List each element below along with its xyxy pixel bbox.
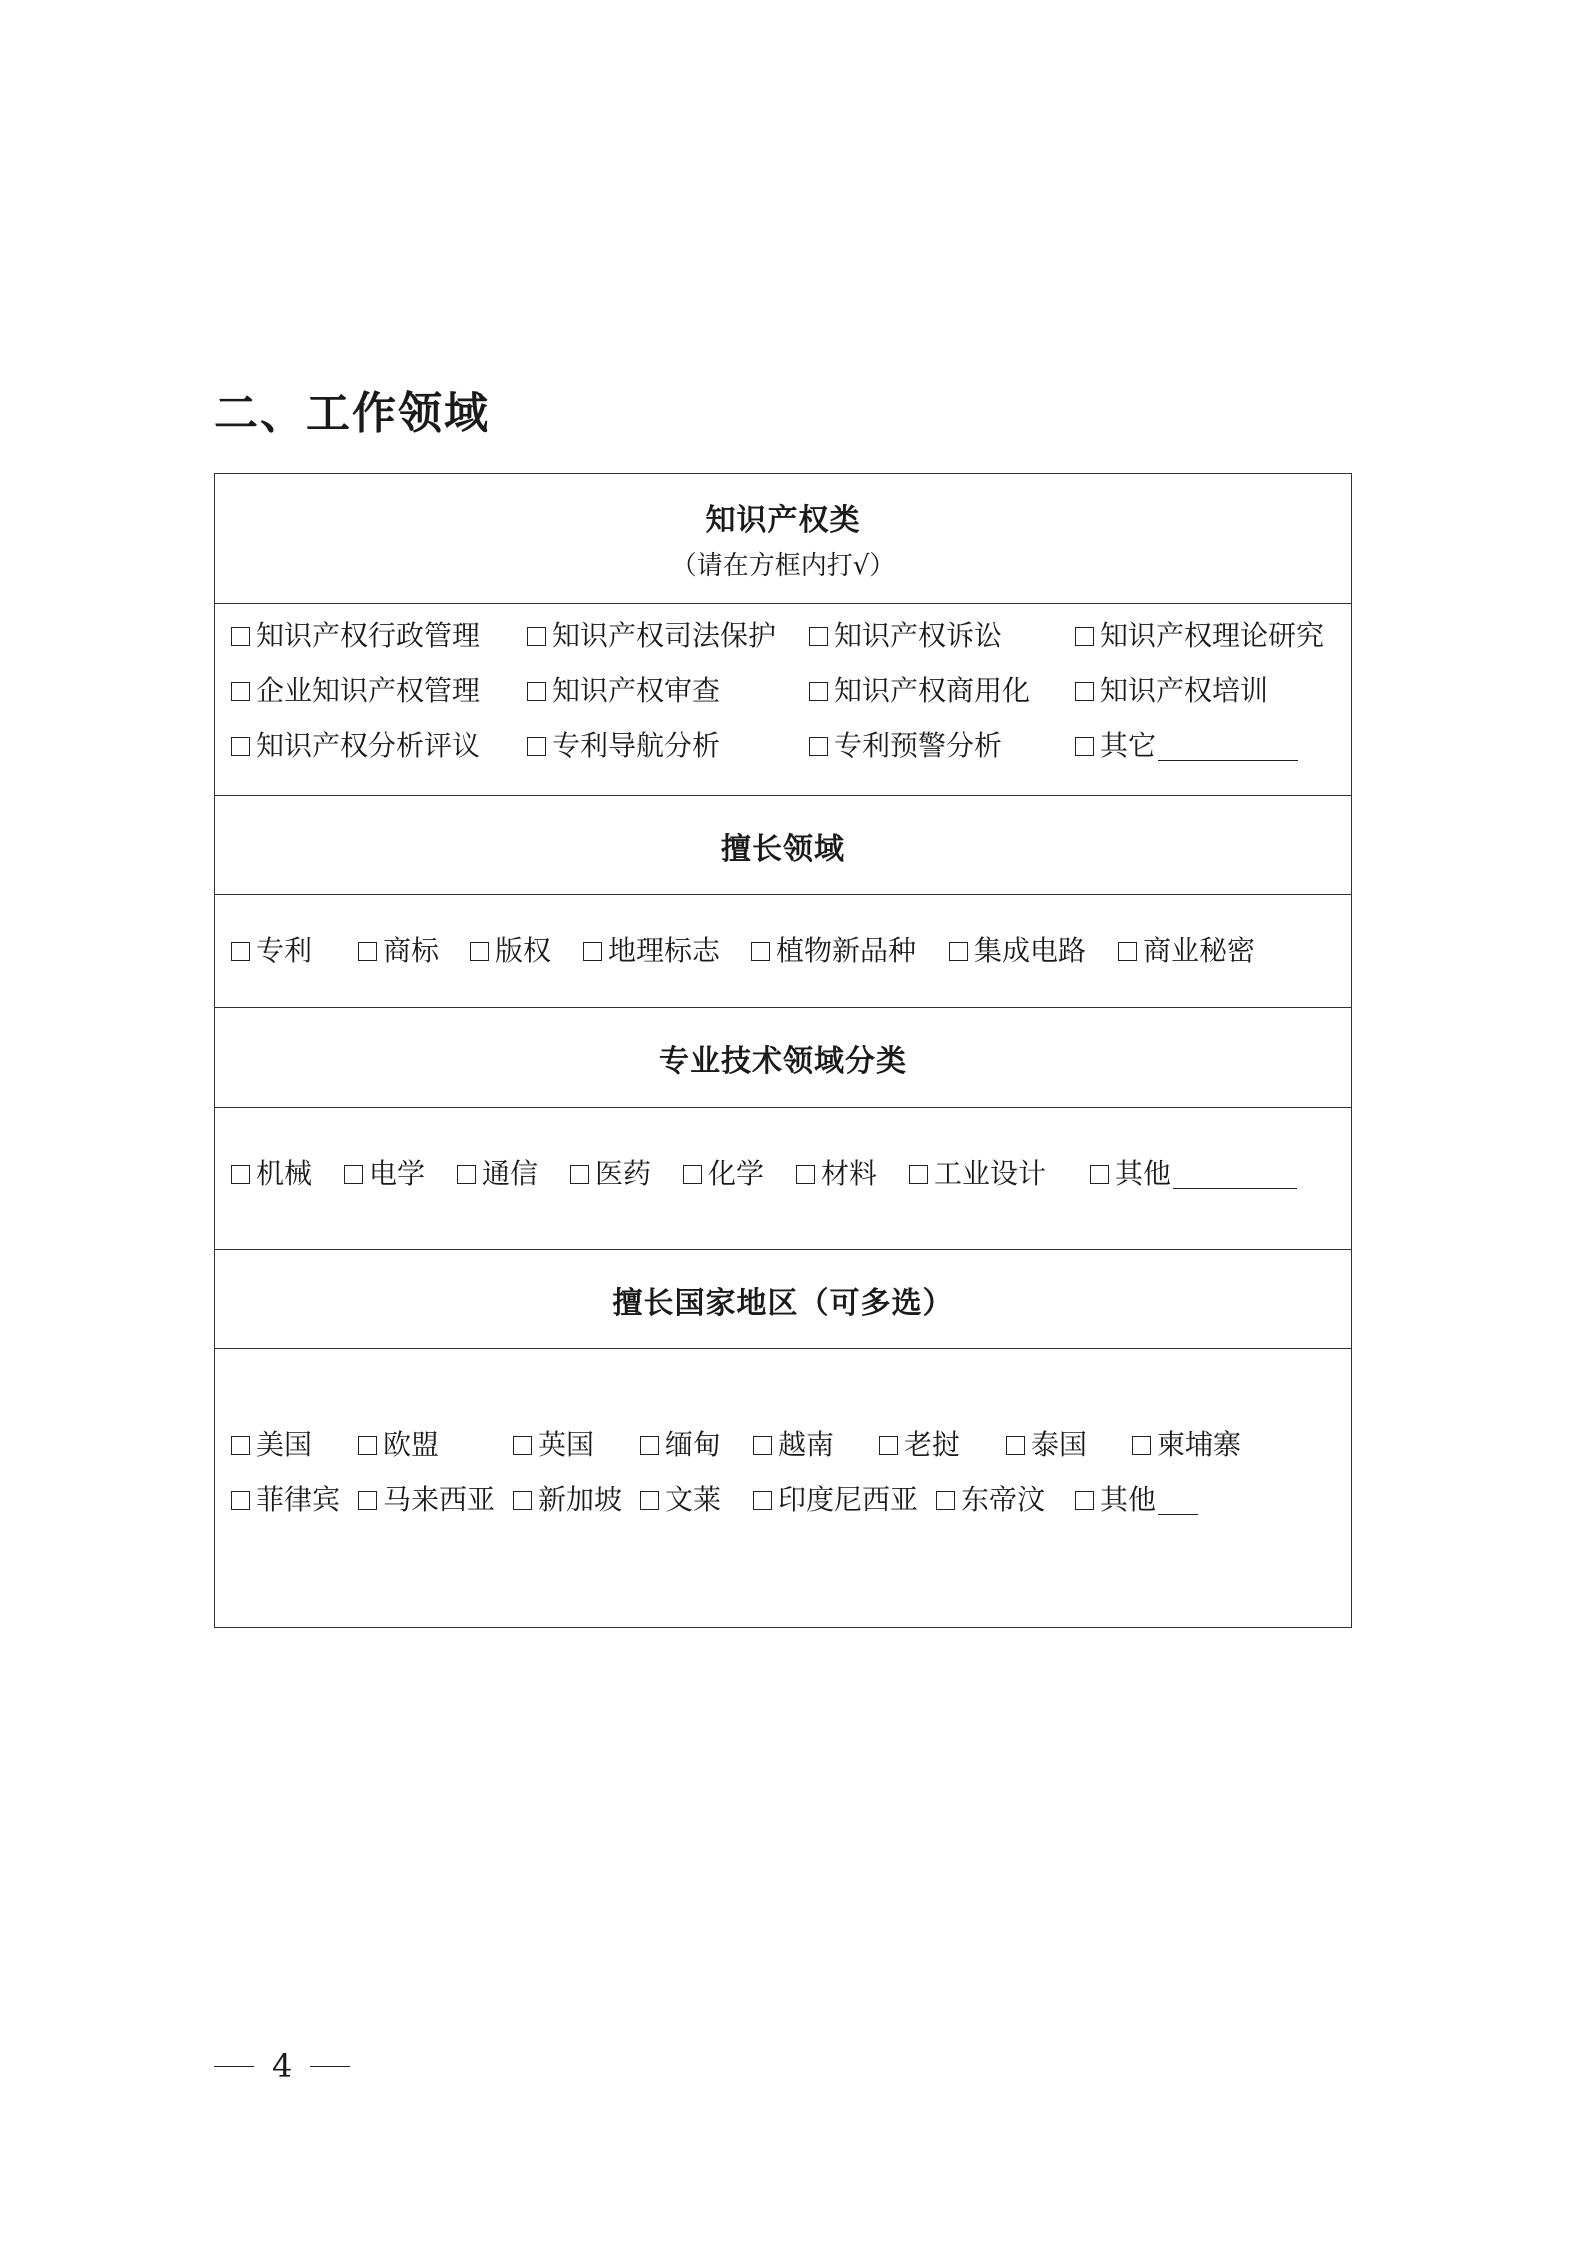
tech-header-title: 专业技术领域分类: [659, 1044, 907, 1079]
region-option-brunei[interactable]: 文莱: [640, 1482, 721, 1518]
ip-option-commercialization[interactable]: 知识产权商用化: [809, 673, 1030, 709]
expertise-options: [215, 894, 1351, 1008]
checkbox[interactable]: [1075, 737, 1094, 756]
checkbox[interactable]: [1075, 1491, 1094, 1510]
checkbox[interactable]: [231, 627, 250, 646]
checkbox[interactable]: [231, 1436, 250, 1455]
checkbox[interactable]: [1090, 1165, 1109, 1184]
page-number-dash: [310, 2066, 350, 2067]
checkbox[interactable]: [751, 942, 770, 961]
expertise-option-patent[interactable]: 专利: [231, 933, 312, 969]
checkbox[interactable]: [683, 1165, 702, 1184]
tech-option-other[interactable]: 其他: [1090, 1156, 1297, 1192]
region-option-vietnam[interactable]: 越南: [753, 1427, 834, 1463]
expertise-header: [215, 795, 1351, 895]
page-number: [214, 2046, 350, 2086]
checkbox[interactable]: [358, 1436, 377, 1455]
region-option-thailand[interactable]: 泰国: [1006, 1427, 1087, 1463]
region-option-myanmar[interactable]: 缅甸: [640, 1427, 721, 1463]
ip-option-examination[interactable]: 知识产权审查: [527, 673, 720, 709]
other-blank-field[interactable]: [1158, 1486, 1198, 1515]
ip-header: [215, 474, 1351, 603]
region-options: [215, 1348, 1351, 1627]
region-option-laos[interactable]: 老挝: [879, 1427, 960, 1463]
ip-option-litigation[interactable]: 知识产权诉讼: [809, 618, 1002, 654]
checkbox[interactable]: [1075, 627, 1094, 646]
tech-options: [215, 1107, 1351, 1250]
checkbox[interactable]: [358, 1491, 377, 1510]
checkbox[interactable]: [809, 627, 828, 646]
tech-option-mechanical[interactable]: 机械: [231, 1156, 312, 1192]
ip-option-theory[interactable]: 知识产权理论研究: [1075, 618, 1324, 654]
page-number-value: 4: [272, 2047, 293, 2085]
ip-header-title: 知识产权类: [705, 503, 861, 538]
ip-option-other[interactable]: 其它: [1075, 728, 1298, 764]
checkbox[interactable]: [527, 682, 546, 701]
checkbox[interactable]: [809, 737, 828, 756]
other-blank-field[interactable]: [1173, 1160, 1297, 1189]
checkbox[interactable]: [344, 1165, 363, 1184]
checkbox[interactable]: [457, 1165, 476, 1184]
expertise-option-copyright[interactable]: 版权: [470, 933, 551, 969]
region-option-other[interactable]: 其他: [1075, 1482, 1198, 1518]
ip-option-admin[interactable]: 知识产权行政管理: [231, 618, 480, 654]
checkbox[interactable]: [753, 1491, 772, 1510]
region-option-usa[interactable]: 美国: [231, 1427, 312, 1463]
checkbox[interactable]: [570, 1165, 589, 1184]
checkbox[interactable]: [527, 737, 546, 756]
checkbox[interactable]: [1006, 1436, 1025, 1455]
tech-header: [215, 1007, 1351, 1108]
tech-option-materials[interactable]: 材料: [796, 1156, 877, 1192]
region-option-singapore[interactable]: 新加坡: [513, 1482, 622, 1518]
checkbox[interactable]: [796, 1165, 815, 1184]
checkbox[interactable]: [949, 942, 968, 961]
checkbox[interactable]: [231, 942, 250, 961]
section-title: 二、工作领域: [214, 388, 490, 439]
tech-option-industrial-design[interactable]: 工业设计: [909, 1156, 1046, 1192]
checkbox[interactable]: [513, 1436, 532, 1455]
region-option-malaysia[interactable]: 马来西亚: [358, 1482, 495, 1518]
ip-option-analysis[interactable]: 知识产权分析评议: [231, 728, 480, 764]
checkbox[interactable]: [231, 1165, 250, 1184]
checkbox[interactable]: [1132, 1436, 1151, 1455]
ip-options: [215, 603, 1351, 796]
checkbox[interactable]: [527, 627, 546, 646]
region-option-indonesia[interactable]: 印度尼西亚: [753, 1482, 918, 1518]
checkbox[interactable]: [513, 1491, 532, 1510]
other-blank-field[interactable]: [1158, 732, 1298, 761]
work-domain-table: [214, 473, 1352, 1628]
expertise-option-integrated-circuit[interactable]: 集成电路: [949, 933, 1086, 969]
checkbox[interactable]: [640, 1491, 659, 1510]
expertise-option-plant-variety[interactable]: 植物新品种: [751, 933, 916, 969]
tech-option-chemistry[interactable]: 化学: [683, 1156, 764, 1192]
region-option-uk[interactable]: 英国: [513, 1427, 594, 1463]
region-option-eu[interactable]: 欧盟: [358, 1427, 439, 1463]
expertise-option-trade-secret[interactable]: 商业秘密: [1118, 933, 1255, 969]
checkbox[interactable]: [879, 1436, 898, 1455]
checkbox[interactable]: [809, 682, 828, 701]
checkbox[interactable]: [583, 942, 602, 961]
checkbox[interactable]: [231, 682, 250, 701]
region-header-title: 擅长国家地区（可多选）: [612, 1285, 954, 1321]
checkbox[interactable]: [231, 737, 250, 756]
region-option-timor-leste[interactable]: 东帝汶: [936, 1482, 1045, 1518]
checkbox[interactable]: [640, 1436, 659, 1455]
tech-option-communication[interactable]: 通信: [457, 1156, 538, 1192]
region-option-cambodia[interactable]: 柬埔寨: [1132, 1427, 1241, 1463]
region-header: [215, 1249, 1351, 1349]
checkbox[interactable]: [470, 942, 489, 961]
checkbox[interactable]: [909, 1165, 928, 1184]
checkbox[interactable]: [358, 942, 377, 961]
checkbox[interactable]: [231, 1491, 250, 1510]
checkbox[interactable]: [1075, 682, 1094, 701]
expertise-option-trademark[interactable]: 商标: [358, 933, 439, 969]
tech-option-electrical[interactable]: 电学: [344, 1156, 425, 1192]
ip-option-judicial[interactable]: 知识产权司法保护: [527, 618, 776, 654]
page-number-dash: [214, 2066, 254, 2067]
expertise-option-geographical-indication[interactable]: 地理标志: [583, 933, 720, 969]
ip-option-training[interactable]: 知识产权培训: [1075, 673, 1268, 709]
checkbox[interactable]: [1118, 942, 1137, 961]
tech-option-medicine[interactable]: 医药: [570, 1156, 651, 1192]
expertise-header-title: 擅长领域: [721, 831, 845, 867]
checkbox[interactable]: [753, 1436, 772, 1455]
region-option-philippines[interactable]: 菲律宾: [231, 1482, 340, 1518]
ip-option-patent-warning[interactable]: 专利预警分析: [809, 728, 1002, 764]
checkbox[interactable]: [936, 1491, 955, 1510]
ip-header-subtitle: （请在方框内打√）: [670, 551, 896, 581]
ip-option-enterprise[interactable]: 企业知识产权管理: [231, 673, 480, 709]
ip-option-patent-navigation[interactable]: 专利导航分析: [527, 728, 720, 764]
